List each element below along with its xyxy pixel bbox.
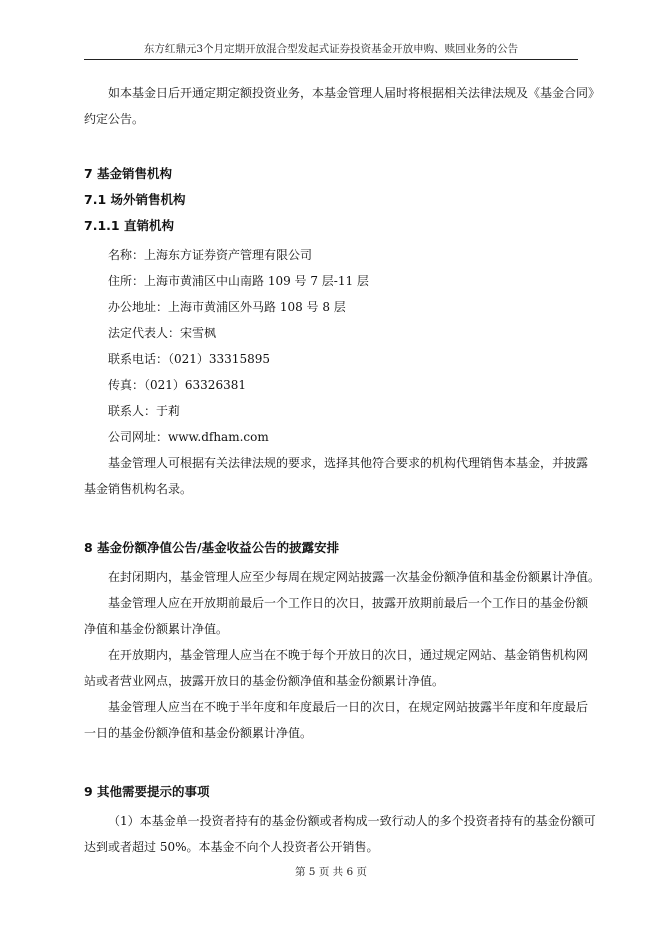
section-7-1-heading: 7.1 场外销售机构	[84, 192, 186, 207]
sales-org-fax: 传真：（021）63326381	[108, 378, 246, 392]
page-number: 第 5 页 共 6 页	[294, 866, 368, 878]
section-8-p4-line-1: 基金管理人应当在不晚于半年度和年度最后一日的次日，在规定网站披露半年度和年度最后	[108, 700, 589, 714]
header-rule	[84, 59, 578, 60]
section-8-p1: 在封闭期内，基金管理人应至少每周在规定网站披露一次基金份额净值和基金份额累计净值。	[108, 570, 601, 584]
section-7-note-line-2: 基金销售机构名录。	[84, 482, 193, 496]
page-header: 东方红鼎元3个月定期开放混合型发起式证券投资基金开放申购、赎回业务的公告	[143, 43, 519, 55]
intro-line-2: 约定公告。	[84, 112, 145, 126]
section-8-p2-line-1: 基金管理人应在开放期前最后一个工作日的次日，披露开放期前最后一个工作日的基金份额	[108, 596, 589, 610]
section-9-p1-line-1: （1）本基金单一投资者持有的基金份额或者构成一致行动人的多个投资者持有的基金份额可	[108, 814, 596, 828]
sales-org-name: 名称：上海东方证券资产管理有限公司	[108, 248, 313, 262]
section-8-p3-line-2: 站或者营业网点，披露开放日的基金份额净值和基金份额累计净值。	[84, 674, 445, 688]
sales-org-website: 公司网址：www.dfham.com	[108, 430, 269, 444]
sales-org-representative: 法定代表人：宋雪枫	[108, 326, 217, 340]
section-8-p4-line-2: 一日的基金份额净值和基金份额累计净值。	[84, 726, 313, 740]
sales-org-office: 办公地址：上海市黄浦区外马路 108 号 8 层	[108, 300, 346, 314]
section-8-p2-line-2: 净值和基金份额累计净值。	[84, 622, 229, 636]
section-9-p1-line-2: 达到或者超过 50%。本基金不向个人投资者公开销售。	[84, 840, 379, 854]
section-8-p3-line-1: 在开放期内，基金管理人应当在不晚于每个开放日的次日，通过规定网站、基金销售机构网	[108, 648, 589, 662]
section-7-1-1-heading: 7.1.1 直销机构	[84, 218, 174, 233]
sales-org-contact: 联系人：于莉	[108, 404, 181, 418]
sales-org-phone: 联系电话：（021）33315895	[108, 352, 270, 366]
intro-line-1: 如本基金日后开通定期定额投资业务，本基金管理人届时将根据相关法律法规及《基金合同》	[108, 86, 601, 100]
sales-org-address: 住所：上海市黄浦区中山南路 109 号 7 层-11 层	[108, 274, 369, 288]
section-7-heading: 7 基金销售机构	[84, 166, 173, 181]
section-9-heading: 9 其他需要提示的事项	[84, 784, 210, 799]
section-7-note-line-1: 基金管理人可根据有关法律法规的要求，选择其他符合要求的机构代理销售本基金，并披露	[108, 456, 589, 470]
section-8-heading: 8 基金份额净值公告/基金收益公告的披露安排	[84, 540, 340, 555]
